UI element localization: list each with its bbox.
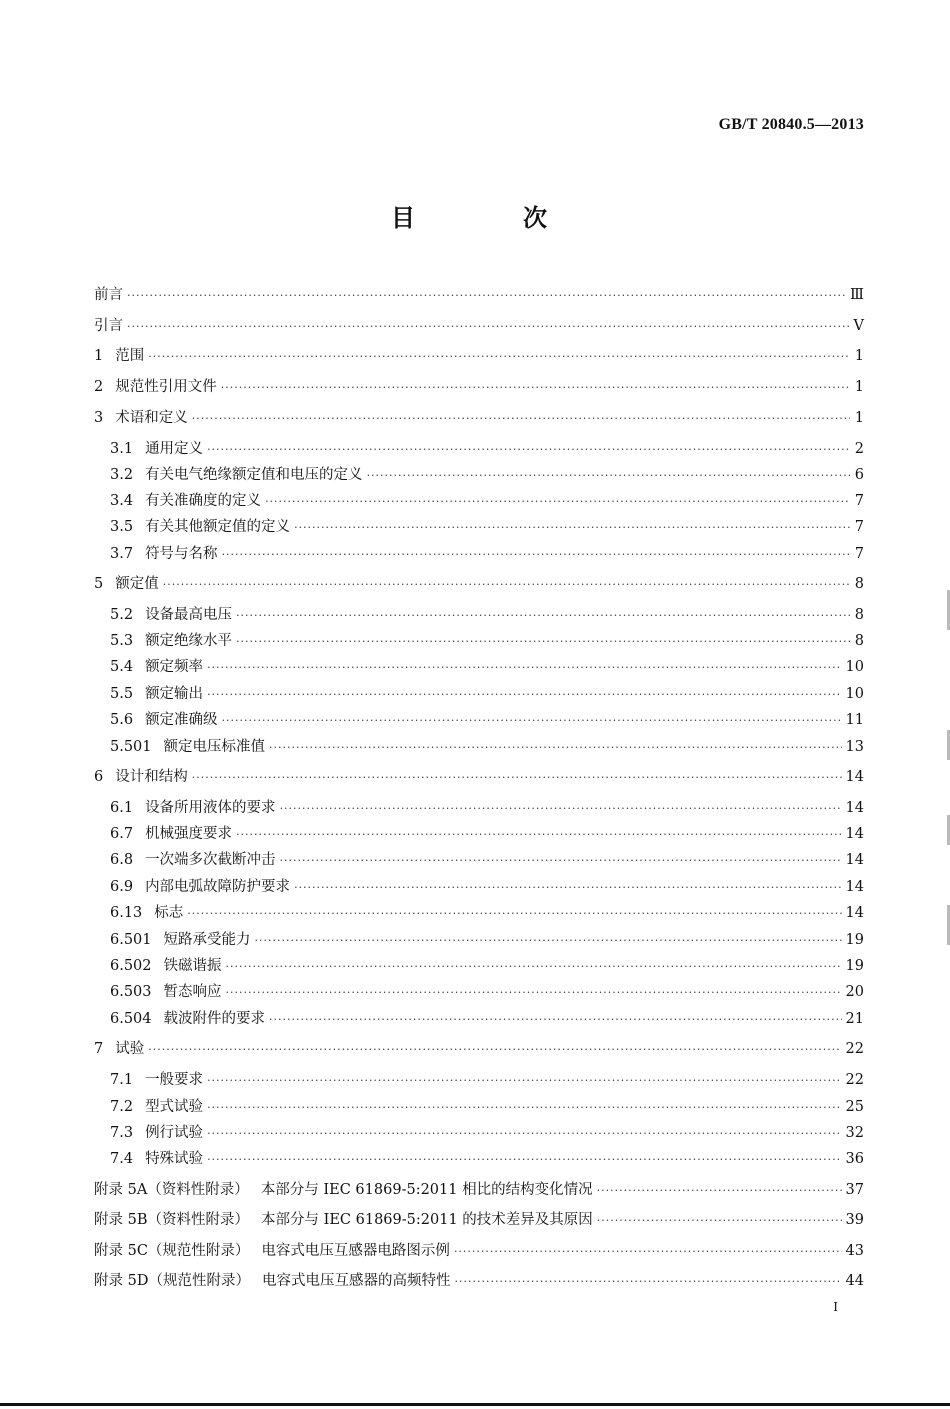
toc-entry-page: Ⅲ: [850, 287, 864, 303]
toc-leader-dots: [280, 799, 842, 819]
toc-entry[interactable]: [110, 798, 864, 818]
toc-leader-dots: [597, 1181, 842, 1201]
toc-entry[interactable]: [94, 1210, 864, 1230]
toc-entry-label: 通用定义: [145, 441, 204, 457]
toc-entry-label: 短路承受能力: [163, 932, 251, 948]
toc-entry-label: 本部分与 IEC 61869-5:2011 相比的结构变化情况: [260, 1182, 593, 1198]
toc-leader-dots: [226, 983, 842, 1003]
toc-entry-label: 电容式电压互感器电路图示例: [261, 1243, 450, 1259]
toc-entry-label: 标志: [154, 905, 184, 921]
toc-entry-page: Ⅴ: [853, 318, 864, 334]
toc-entry-number: 5.2: [110, 607, 134, 623]
toc-entry-label: 范围: [115, 348, 145, 364]
toc-entry-label: 前言: [94, 287, 123, 303]
toc-entry-label: 术语和定义: [115, 410, 188, 426]
toc-entry-number: 3.1: [110, 441, 134, 457]
toc-entry-page: 22: [845, 1041, 864, 1057]
toc-entry-label: 额定绝缘水平: [145, 633, 233, 649]
toc-leader-dots: [597, 1211, 842, 1231]
toc-entry-number: 6.502: [110, 958, 152, 974]
toc-entry-number: 5.3: [110, 633, 134, 649]
toc-entry[interactable]: [110, 684, 864, 704]
toc-leader-dots: [454, 1242, 842, 1262]
toc-entry[interactable]: [94, 408, 864, 428]
toc-entry[interactable]: [110, 544, 864, 564]
toc-entry-number: 7.4: [110, 1151, 134, 1167]
toc-entry-number: 6.7: [110, 826, 134, 842]
toc-entry[interactable]: [94, 1180, 864, 1200]
toc-entry[interactable]: [110, 605, 864, 625]
toc-entry-page: 19: [845, 932, 864, 948]
toc-entry[interactable]: [94, 1271, 864, 1291]
toc-entry-label: 试验: [115, 1041, 145, 1057]
toc-entry-page: 8: [854, 576, 864, 592]
toc-entry[interactable]: [110, 903, 864, 923]
toc-entry-number: 3.7: [110, 546, 134, 562]
page-number: I: [833, 1300, 838, 1314]
toc-entry-label: 额定电压标准值: [163, 739, 266, 755]
toc-entry[interactable]: [110, 439, 864, 459]
toc-leader-dots: [127, 317, 850, 337]
toc-entry-label: 额定值: [115, 576, 159, 592]
toc-entry[interactable]: [94, 1241, 864, 1261]
toc-entry-page: 25: [845, 1099, 864, 1115]
toc-leader-dots: [127, 286, 846, 306]
toc-entry-label: 设备最高电压: [145, 607, 233, 623]
toc-entry-label: 内部电弧故障防护要求: [145, 879, 291, 895]
toc-entry-page: 1: [854, 379, 864, 395]
toc-entry-page: 10: [845, 686, 864, 702]
toc-entry[interactable]: [110, 491, 864, 511]
toc-entry-number: 5.6: [110, 712, 134, 728]
toc-entry[interactable]: [94, 1039, 864, 1059]
standard-number: GB/T 20840.5—2013: [718, 116, 864, 133]
toc-leader-dots: [207, 1098, 841, 1118]
toc-entry-number: 5: [94, 576, 104, 592]
toc-leader-dots: [192, 768, 842, 788]
toc-entry[interactable]: [110, 517, 864, 537]
toc-entry-number: 6.501: [110, 932, 152, 948]
toc-entry[interactable]: [94, 767, 864, 787]
toc-entry-page: 43: [845, 1243, 864, 1259]
toc-leader-dots: [207, 1071, 841, 1091]
toc-entry-label: 本部分与 IEC 61869-5:2011 的技术差异及其原因: [261, 1212, 593, 1228]
toc-entry[interactable]: [94, 574, 864, 594]
toc-leader-dots: [221, 378, 850, 398]
toc-leader-dots: [148, 347, 850, 367]
toc-entry-label: 例行试验: [145, 1125, 204, 1141]
toc-entry-label: 规范性引用文件: [115, 379, 217, 395]
toc-entry-page: 14: [845, 769, 864, 785]
toc-entry-page: 7: [854, 546, 864, 562]
toc-entry[interactable]: [110, 930, 864, 950]
toc-entry-page: 20: [845, 984, 864, 1000]
toc-entry-label: 一次端多次截断冲击: [145, 852, 276, 868]
toc-leader-dots: [269, 1010, 842, 1030]
toc-entry-page: 14: [845, 905, 864, 921]
toc-entry-label: 引言: [94, 318, 123, 334]
toc-entry-label: 设计和结构: [115, 769, 188, 785]
toc-leader-dots: [207, 685, 841, 705]
toc-entry-number: 5.4: [110, 659, 134, 675]
toc-entry[interactable]: [110, 631, 864, 651]
toc-leader-dots: [207, 1124, 841, 1144]
toc-entry-label: 额定准确级: [145, 712, 218, 728]
toc-entry[interactable]: [110, 824, 864, 844]
toc-entry-label: 额定频率: [145, 659, 204, 675]
toc-entry[interactable]: [110, 982, 864, 1002]
toc-entry-label: 有关其他额定值的定义: [145, 519, 291, 535]
toc-entry-label: 特殊试验: [145, 1151, 204, 1167]
toc-entry-number: 7.2: [110, 1099, 134, 1115]
toc-entry-page: 37: [845, 1182, 864, 1198]
toc-entry-label: 机械强度要求: [145, 826, 233, 842]
toc-entry-number: 6.1: [110, 800, 134, 816]
bottom-rule: [0, 1403, 950, 1406]
toc-leader-dots: [207, 658, 841, 678]
toc-entry-number: 2: [94, 379, 104, 395]
toc-leader-dots: [454, 1272, 841, 1292]
toc-entry-label: 符号与名称: [145, 546, 218, 562]
toc-entry-number: 3.2: [110, 467, 134, 483]
toc-entry[interactable]: [110, 1070, 864, 1090]
toc-entry[interactable]: [110, 1009, 864, 1029]
toc-entry-page: 36: [845, 1151, 864, 1167]
toc-entry-label: 有关电气绝缘额定值和电压的定义: [145, 467, 363, 483]
toc-entry-number: 3.5: [110, 519, 134, 535]
toc-leader-dots: [294, 878, 841, 898]
toc-entry-page: 8: [854, 607, 864, 623]
toc-entry-number: 附录 5A（资料性附录）: [94, 1182, 249, 1198]
toc-entry-number: 3: [94, 410, 104, 426]
toc-entry-number: 附录 5C（规范性附录）: [94, 1243, 250, 1259]
toc-entry-label: 载波附件的要求: [163, 1011, 266, 1027]
toc-entry[interactable]: [110, 657, 864, 677]
toc-entry-number: 3.4: [110, 493, 134, 509]
toc-leader-dots: [294, 518, 850, 538]
toc-leader-dots: [236, 606, 850, 626]
toc-entry-page: 13: [845, 739, 864, 755]
toc-entry-page: 14: [845, 879, 864, 895]
toc-entry-number: 7: [94, 1041, 104, 1057]
toc-leader-dots: [269, 738, 842, 758]
toc-entry-number: 附录 5D（规范性附录）: [94, 1273, 250, 1289]
toc-entry-page: 39: [845, 1212, 864, 1228]
toc-entry-number: 6.8: [110, 852, 134, 868]
toc-entry-number: 附录 5B（资料性附录）: [94, 1212, 249, 1228]
toc-entry[interactable]: [110, 465, 864, 485]
toc-entry-number: 6.13: [110, 905, 143, 921]
toc-entry[interactable]: [94, 377, 864, 397]
toc-leader-dots: [226, 957, 842, 977]
toc-entry-label: 额定输出: [145, 686, 204, 702]
toc-entry-number: 6.504: [110, 1011, 152, 1027]
toc-leader-dots: [255, 931, 842, 951]
toc-entry-page: 10: [845, 659, 864, 675]
toc-entry-page: 6: [854, 467, 864, 483]
toc-entry-number: 5.501: [110, 739, 152, 755]
toc-leader-dots: [163, 575, 850, 595]
toc-entry-page: 1: [854, 348, 864, 364]
toc-entry-number: 6: [94, 769, 104, 785]
toc-entry-page: 11: [845, 712, 864, 728]
toc-entry-number: 7.3: [110, 1125, 134, 1141]
toc-entry-number: 7.1: [110, 1072, 134, 1088]
toc-entry-page: 14: [845, 852, 864, 868]
page-title: 目 次: [391, 203, 589, 232]
toc-entry[interactable]: [110, 877, 864, 897]
toc-entry-page: 44: [845, 1273, 864, 1289]
toc-entry-page: 7: [854, 519, 864, 535]
toc-entry[interactable]: [94, 316, 864, 336]
toc-entry-page: 7: [854, 493, 864, 509]
toc-entry-label: 有关准确度的定义: [145, 493, 262, 509]
toc-leader-dots: [280, 851, 842, 871]
toc-entry[interactable]: [94, 285, 864, 305]
toc-entry-page: 1: [854, 410, 864, 426]
toc-entry-page: 14: [845, 800, 864, 816]
toc-entry-page: 32: [845, 1125, 864, 1141]
toc-leader-dots: [187, 904, 841, 924]
toc-leader-dots: [192, 409, 850, 429]
toc-entry-page: 2: [854, 441, 864, 457]
toc-entry-label: 一般要求: [145, 1072, 204, 1088]
toc-entry-page: 21: [845, 1011, 864, 1027]
toc-leader-dots: [148, 1040, 841, 1060]
toc-entry-page: 8: [854, 633, 864, 649]
toc-entry-page: 19: [845, 958, 864, 974]
toc-leader-dots: [236, 825, 841, 845]
toc-entry[interactable]: [110, 737, 864, 757]
toc-entry-number: 1: [94, 348, 104, 364]
toc-entry[interactable]: [110, 1123, 864, 1143]
toc-leader-dots: [367, 466, 850, 486]
toc-leader-dots: [236, 632, 850, 652]
toc-leader-dots: [207, 440, 850, 460]
toc-entry-page: 22: [845, 1072, 864, 1088]
toc-entry[interactable]: [110, 1097, 864, 1117]
toc-entry-label: 电容式电压互感器的高频特性: [261, 1273, 451, 1289]
toc-entry[interactable]: [110, 1149, 864, 1169]
toc-entry-label: 铁磁谐振: [163, 958, 222, 974]
toc-entry[interactable]: [110, 850, 864, 870]
toc-entry-label: 设备所用液体的要求: [145, 800, 276, 816]
toc-entry[interactable]: [110, 710, 864, 730]
toc-leader-dots: [222, 711, 842, 731]
toc-entry[interactable]: [94, 346, 864, 366]
toc-entry[interactable]: [110, 956, 864, 976]
toc-entry-label: 型式试验: [145, 1099, 204, 1115]
toc-entry-label: 暂态响应: [163, 984, 222, 1000]
toc-leader-dots: [222, 545, 850, 565]
toc-entry-number: 5.5: [110, 686, 134, 702]
toc-entry-page: 14: [845, 826, 864, 842]
toc-leader-dots: [207, 1150, 841, 1170]
toc-leader-dots: [265, 492, 850, 512]
toc-entry-number: 6.9: [110, 879, 134, 895]
toc-entry-number: 6.503: [110, 984, 152, 1000]
